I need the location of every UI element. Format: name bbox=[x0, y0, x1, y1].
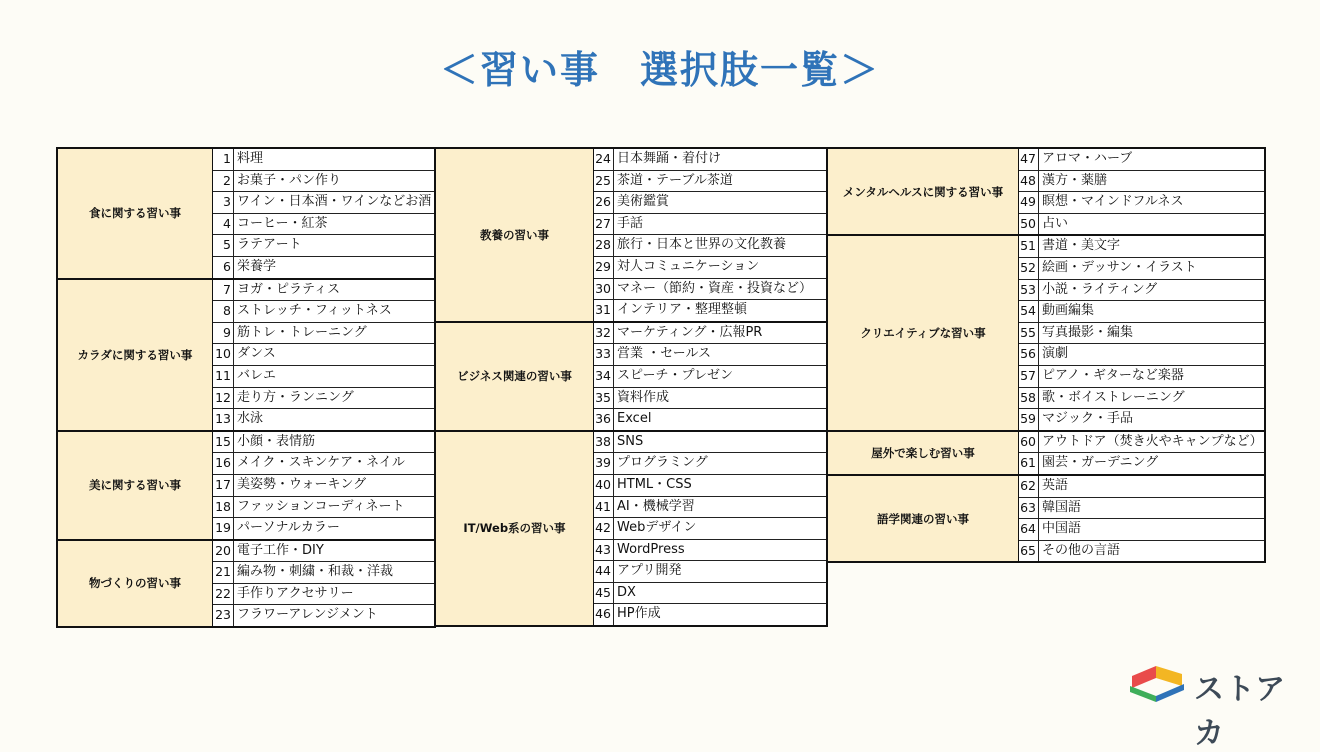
item-number: 40 bbox=[594, 475, 614, 496]
item-label: 水泳 bbox=[237, 411, 264, 427]
item-label: 茶道・テーブル茶道 bbox=[617, 172, 733, 188]
table-row bbox=[1019, 343, 1264, 365]
item-number: 44 bbox=[594, 561, 614, 582]
category-group bbox=[436, 430, 826, 625]
item-number: 11 bbox=[213, 366, 234, 387]
item-list bbox=[1019, 476, 1264, 561]
item-list bbox=[594, 432, 826, 625]
item-label: 編み物・刺繍・和裁・洋裁 bbox=[237, 564, 394, 580]
item-list bbox=[594, 323, 826, 430]
item-number: 29 bbox=[594, 257, 614, 278]
item-label: 筋トレ・トレーニング bbox=[237, 324, 367, 340]
item-label: 英語 bbox=[1042, 477, 1069, 493]
logo-red-shape bbox=[1132, 666, 1156, 688]
item-number: 17 bbox=[213, 475, 234, 496]
table-row bbox=[213, 234, 434, 256]
item-number: 43 bbox=[594, 540, 614, 561]
item-number: 18 bbox=[213, 497, 234, 518]
table-row bbox=[213, 496, 434, 518]
storeaca-logo bbox=[1126, 660, 1296, 751]
item-number: 46 bbox=[594, 604, 614, 625]
category-group bbox=[58, 430, 434, 539]
table-column-1 bbox=[56, 147, 436, 628]
item-label: 小顔・表情筋 bbox=[237, 433, 316, 449]
item-list bbox=[213, 432, 434, 539]
item-label: 走り方・ランニング bbox=[237, 389, 354, 405]
table-row bbox=[594, 474, 826, 496]
item-number: 15 bbox=[213, 432, 234, 453]
table-row bbox=[1019, 540, 1264, 562]
item-number: 35 bbox=[594, 388, 614, 409]
item-number: 9 bbox=[213, 323, 234, 344]
item-number: 31 bbox=[594, 300, 614, 321]
item-number: 58 bbox=[1019, 388, 1039, 409]
item-label: 絵画・デッサン・イラスト bbox=[1042, 259, 1197, 275]
category-group bbox=[58, 539, 434, 626]
item-number: 38 bbox=[594, 432, 614, 453]
item-number: 34 bbox=[594, 366, 614, 387]
item-label: 演劇 bbox=[1042, 346, 1069, 362]
item-number: 64 bbox=[1019, 519, 1039, 540]
item-label: ワイン・日本酒・ワインなどお酒 bbox=[237, 194, 432, 210]
category-group bbox=[58, 278, 434, 430]
item-label: 動画編集 bbox=[1042, 303, 1095, 319]
category-label: 語学関連の習い事 bbox=[828, 476, 1019, 561]
item-label: マーケティング・広報PR bbox=[617, 324, 763, 340]
table-row bbox=[594, 299, 826, 321]
table-row bbox=[1019, 322, 1264, 344]
item-number: 55 bbox=[1019, 323, 1039, 344]
table-row bbox=[213, 408, 434, 430]
table-row bbox=[594, 191, 826, 213]
item-label: コーヒー・紅茶 bbox=[237, 215, 328, 231]
item-label: アウトドア（焚き火やキャンプなど） bbox=[1042, 433, 1263, 449]
item-number: 10 bbox=[213, 344, 234, 365]
category-group bbox=[828, 430, 1264, 474]
table-row bbox=[213, 583, 434, 605]
category-group bbox=[58, 149, 434, 278]
table-row bbox=[213, 256, 434, 278]
item-list bbox=[213, 280, 434, 430]
table-row bbox=[213, 300, 434, 322]
item-number: 22 bbox=[213, 584, 234, 605]
item-number: 51 bbox=[1019, 236, 1039, 257]
table-row bbox=[594, 517, 826, 539]
item-number: 2 bbox=[213, 171, 234, 192]
table-row bbox=[594, 582, 826, 604]
item-label: 旅行・日本と世界の文化教養 bbox=[617, 237, 787, 253]
item-number: 16 bbox=[213, 453, 234, 474]
table-row bbox=[213, 387, 434, 409]
item-label: 漢方・薬膳 bbox=[1042, 172, 1108, 188]
item-label: ヨガ・ピラティス bbox=[237, 281, 340, 297]
item-label: DX bbox=[617, 584, 636, 600]
table-row bbox=[594, 170, 826, 192]
table-row bbox=[213, 213, 434, 235]
item-label: HTML・CSS bbox=[617, 476, 692, 492]
item-label: マジック・手品 bbox=[1042, 411, 1134, 427]
item-label: パーソナルカラー bbox=[237, 520, 340, 536]
table-column-2 bbox=[434, 147, 828, 627]
item-number: 57 bbox=[1019, 366, 1039, 387]
category-label: 食に関する習い事 bbox=[58, 149, 213, 278]
category-label: メンタルヘルスに関する習い事 bbox=[828, 149, 1019, 234]
table-row bbox=[594, 560, 826, 582]
item-label: ピアノ・ギターなど楽器 bbox=[1042, 367, 1184, 383]
page-title: ＜習い事 選択肢一覧＞ bbox=[439, 48, 880, 92]
table-row bbox=[213, 343, 434, 365]
item-number: 53 bbox=[1019, 280, 1039, 301]
item-list bbox=[1019, 149, 1264, 234]
table-row bbox=[213, 432, 434, 453]
item-label: その他の言語 bbox=[1042, 542, 1121, 558]
item-label: 資料作成 bbox=[617, 389, 670, 405]
item-number: 48 bbox=[1019, 171, 1039, 192]
table-row bbox=[1019, 408, 1264, 430]
table-row bbox=[1019, 300, 1264, 322]
category-group bbox=[436, 321, 826, 430]
table-row bbox=[213, 452, 434, 474]
item-number: 52 bbox=[1019, 258, 1039, 279]
table-row bbox=[213, 517, 434, 539]
item-list bbox=[1019, 236, 1264, 429]
item-number: 7 bbox=[213, 280, 234, 301]
item-label: フラワーアレンジメント bbox=[237, 607, 378, 623]
table-row bbox=[594, 603, 826, 625]
logo-blue-shape bbox=[1156, 684, 1184, 702]
category-label: クリエイティブな習い事 bbox=[828, 236, 1019, 429]
item-label: 歌・ボイストレーニング bbox=[1042, 389, 1185, 405]
item-label: スピーチ・プレゼン bbox=[617, 367, 733, 383]
category-group bbox=[828, 234, 1264, 429]
table-row bbox=[594, 343, 826, 365]
item-number: 42 bbox=[594, 518, 614, 539]
item-number: 24 bbox=[594, 149, 614, 170]
table-row bbox=[594, 365, 826, 387]
item-list bbox=[1019, 432, 1264, 474]
table-row bbox=[1019, 365, 1264, 387]
category-label: ビジネス関連の習い事 bbox=[436, 323, 594, 430]
item-label: HP作成 bbox=[617, 606, 661, 622]
category-label: 屋外で楽しむ習い事 bbox=[828, 432, 1019, 474]
item-label: アプリ開発 bbox=[617, 563, 682, 579]
item-label: 占い bbox=[1042, 215, 1069, 231]
item-number: 39 bbox=[594, 453, 614, 474]
item-label: 瞑想・マインドフルネス bbox=[1042, 194, 1184, 210]
item-label: 対人コミュニケーション bbox=[617, 258, 760, 274]
item-label: 小説・ライティング bbox=[1042, 281, 1158, 297]
item-number: 13 bbox=[213, 409, 234, 430]
item-label: バレエ bbox=[237, 367, 277, 383]
table-row bbox=[1019, 213, 1264, 235]
item-label: ラテアート bbox=[237, 237, 302, 253]
item-label: 中国語 bbox=[1042, 521, 1082, 537]
item-label: インテリア・整理整頓 bbox=[617, 302, 748, 318]
table-row bbox=[594, 278, 826, 300]
logo-mark-icon bbox=[1126, 660, 1190, 704]
item-label: ダンス bbox=[237, 346, 276, 362]
item-number: 45 bbox=[594, 583, 614, 604]
table-row bbox=[1019, 279, 1264, 301]
table-row bbox=[594, 234, 826, 256]
table-row bbox=[594, 408, 826, 430]
item-number: 62 bbox=[1019, 476, 1039, 497]
category-label: カラダに関する習い事 bbox=[58, 280, 213, 430]
item-label: 日本舞踊・着付け bbox=[617, 151, 722, 166]
item-label: 書道・美文字 bbox=[1042, 238, 1121, 254]
table-row bbox=[1019, 497, 1264, 519]
table-row bbox=[594, 213, 826, 235]
item-number: 12 bbox=[213, 388, 234, 409]
item-number: 33 bbox=[594, 344, 614, 365]
item-number: 3 bbox=[213, 192, 234, 213]
table-column-3 bbox=[826, 147, 1266, 563]
table-row bbox=[213, 170, 434, 192]
item-number: 30 bbox=[594, 279, 614, 300]
item-label: SNS bbox=[617, 433, 644, 449]
item-label: 栄養学 bbox=[237, 258, 277, 274]
category-label: 教養の習い事 bbox=[436, 149, 594, 321]
item-label: AI・機械学習 bbox=[617, 498, 695, 514]
category-label: 美に関する習い事 bbox=[58, 432, 213, 539]
item-number: 1 bbox=[213, 149, 234, 170]
item-label: 手話 bbox=[617, 215, 644, 231]
table-row bbox=[1019, 149, 1264, 170]
table-row bbox=[213, 191, 434, 213]
item-number: 4 bbox=[213, 214, 234, 235]
item-number: 41 bbox=[594, 497, 614, 518]
item-label: プログラミング bbox=[617, 455, 708, 471]
item-number: 25 bbox=[594, 171, 614, 192]
table-row bbox=[213, 280, 434, 301]
item-number: 23 bbox=[213, 605, 234, 626]
item-number: 20 bbox=[213, 541, 234, 562]
item-label: Webデザイン bbox=[617, 520, 697, 536]
item-label: 美術鑑賞 bbox=[617, 194, 670, 210]
category-label: 物づくりの習い事 bbox=[58, 541, 213, 626]
table-row bbox=[213, 149, 434, 170]
item-label: 美姿勢・ウォーキング bbox=[237, 476, 367, 492]
item-number: 19 bbox=[213, 518, 234, 539]
item-number: 49 bbox=[1019, 192, 1039, 213]
item-label: 園芸・ガーデニング bbox=[1042, 455, 1159, 471]
table-row bbox=[1019, 432, 1264, 453]
item-number: 28 bbox=[594, 235, 614, 256]
table-row bbox=[1019, 257, 1264, 279]
item-number: 36 bbox=[594, 409, 614, 430]
table-row bbox=[594, 387, 826, 409]
table-row bbox=[594, 432, 826, 453]
table-row bbox=[213, 541, 434, 562]
item-number: 5 bbox=[213, 235, 234, 256]
item-number: 32 bbox=[594, 323, 614, 344]
item-label: Excel bbox=[617, 411, 652, 427]
table-row bbox=[213, 322, 434, 344]
item-number: 26 bbox=[594, 192, 614, 213]
category-group bbox=[436, 149, 826, 321]
item-label: マネー（節約・資産・投資など） bbox=[617, 280, 813, 296]
item-number: 54 bbox=[1019, 301, 1039, 322]
table-row bbox=[213, 561, 434, 583]
item-number: 8 bbox=[213, 301, 234, 322]
table-row bbox=[594, 452, 826, 474]
category-group bbox=[828, 474, 1264, 561]
item-label: 営業 ・セールス bbox=[617, 346, 711, 362]
item-label: メイク・スキンケア・ネイル bbox=[237, 455, 405, 471]
table-row bbox=[1019, 170, 1264, 192]
item-number: 65 bbox=[1019, 541, 1039, 562]
item-label: アロマ・ハーブ bbox=[1042, 151, 1133, 166]
item-number: 21 bbox=[213, 562, 234, 583]
item-number: 50 bbox=[1019, 214, 1039, 235]
item-list bbox=[594, 149, 826, 321]
item-label: ファッションコーディネート bbox=[237, 498, 405, 514]
table-row bbox=[594, 149, 826, 170]
item-number: 47 bbox=[1019, 149, 1039, 170]
table-row bbox=[594, 539, 826, 561]
item-label: 手作りアクセサリー bbox=[237, 585, 354, 601]
item-list bbox=[213, 149, 434, 278]
table-row bbox=[213, 474, 434, 496]
table-row bbox=[594, 496, 826, 518]
category-group bbox=[828, 149, 1264, 234]
logo-green-shape bbox=[1130, 686, 1156, 702]
item-label: ストレッチ・フィットネス bbox=[237, 303, 392, 319]
item-label: 韓国語 bbox=[1042, 499, 1082, 515]
category-label: IT/Web系の習い事 bbox=[436, 432, 594, 625]
table-row bbox=[594, 256, 826, 278]
item-number: 27 bbox=[594, 214, 614, 235]
item-number: 59 bbox=[1019, 409, 1039, 430]
item-number: 60 bbox=[1019, 432, 1039, 453]
table-row bbox=[213, 604, 434, 626]
item-number: 63 bbox=[1019, 498, 1039, 519]
item-label: WordPress bbox=[617, 541, 685, 557]
table-row bbox=[1019, 191, 1264, 213]
table-row bbox=[1019, 387, 1264, 409]
table-row bbox=[594, 323, 826, 344]
item-number: 6 bbox=[213, 257, 234, 278]
logo-yellow-shape bbox=[1156, 666, 1182, 686]
item-label: 料理 bbox=[237, 151, 264, 166]
table-row bbox=[1019, 476, 1264, 497]
item-label: 電子工作・DIY bbox=[237, 542, 324, 558]
table-row bbox=[213, 365, 434, 387]
item-label: お菓子・パン作り bbox=[237, 172, 342, 188]
item-number: 61 bbox=[1019, 453, 1039, 474]
logo-text: ストアカ bbox=[1194, 672, 1287, 751]
item-list bbox=[213, 541, 434, 626]
table-row bbox=[1019, 452, 1264, 474]
table-row bbox=[1019, 518, 1264, 540]
item-number: 56 bbox=[1019, 344, 1039, 365]
table-row bbox=[1019, 236, 1264, 257]
item-label: 写真撮影・編集 bbox=[1042, 324, 1134, 340]
